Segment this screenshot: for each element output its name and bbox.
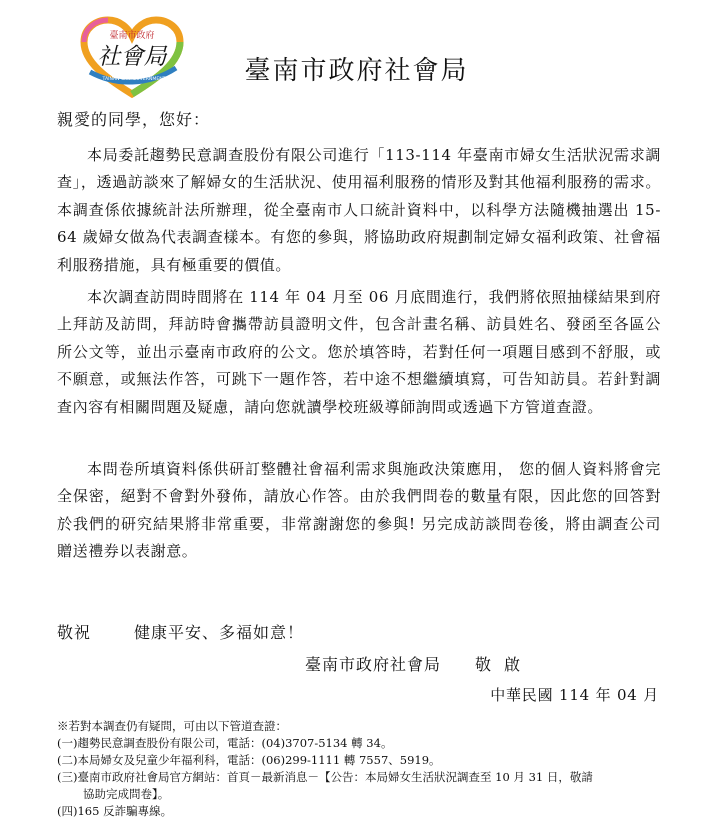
logo-main-text: 社會局 [97, 44, 167, 70]
closing-salute: 敬祝 [57, 623, 92, 642]
notes-item-1: (一)趨勢民意調查股份有限公司，電話：(04)3707-5134 轉 34。 [57, 736, 393, 750]
inquiry-notes [57, 718, 667, 820]
page-title: 臺南市政府社會局 [244, 56, 469, 86]
notes-heading: ※若對本調查仍有疑問，可由以下管道查證： [57, 719, 287, 733]
notes-item-3-continued: 協助完成問卷】。 [83, 787, 170, 801]
letter-paragraph-1: 本局委託趨勢民意調查股份有限公司進行「113-114 年臺南市婦女生活狀況需求調查」，透過訪談來了解婦女的生活狀況、使用福利服務的情形及對其他福利服務的需求。本調查係依據統計法所辦理，從全臺南市人口統計資料中，以科學方法隨機抽選出 15-64 歲婦女做為代表調查樣本。有您的參與，將協助政府規劃制定婦女福利政策、社會福利服務措施，具有極重要的價值。 [57, 146, 661, 274]
notes-item-3: (三)臺南市政府社會局官方網站：首頁－最新消息－【公告：本局婦女生活狀況調查至 10 月 31 日，敬請 [57, 770, 593, 784]
logo-top-text: 臺南市政府 [109, 31, 155, 41]
letter-paragraph-3: 本問卷所填資料係供研訂整體社會福利需求與施政決策應用， 您的個人資料將會完全保密，絕對不會對外發佈，請放心作答。由於我們問卷的數量有限，因此您的回答對於我們的研究結果將非常重要，非常謝謝您的參與! 另完成訪談問卷後，將由調查公司贈送禮券以表謝意。 [57, 460, 661, 561]
letter-signer: 臺南市政府社會局 敬 啟 [305, 655, 522, 674]
notes-item-4: (四)165 反詐騙專線。 [57, 804, 173, 818]
letter-greeting: 親愛的同學，您好： [57, 110, 211, 129]
notes-item-2: (二)本局婦女及兒童少年福利科，電話：(06)299-1111 轉 7557、5919。 [57, 753, 441, 767]
letter-date: 中華民國 114 年 04 月 [490, 686, 659, 704]
closing-wish: 健康平安、多福如意！ [134, 623, 305, 642]
letter-paragraph-2: 本次調查訪問時間將在 114 年 04 月至 06 月底間進行，我們將依照抽樣結果到府上拜訪及訪問，拜訪時會攜帶訪員證明文件，包含計畫名稱、訪員姓名、發函至各區公所公文等，並出示臺南市政府的公文。您於填答時，若對任何一項題目感到不舒服，或不願意，或無法作答，可跳下一題作答，若中途不想繼續填寫，可告知訪員。若針對調查內容有相關問題及疑慮，請向您就讀學校班級導師詢問或透過下方管道查證。 [57, 288, 661, 416]
logo-ring-text: TAINAN CITY GOVERNMENT [102, 77, 166, 82]
